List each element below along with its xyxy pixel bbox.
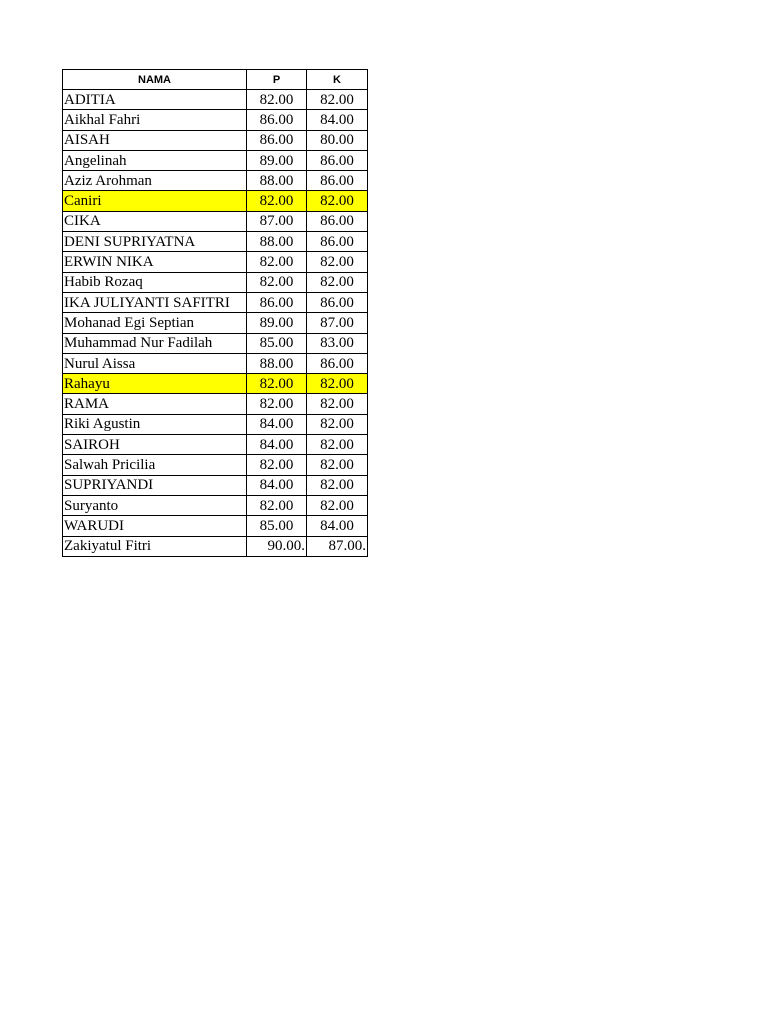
cell-k[interactable]: 82.00: [307, 374, 368, 394]
cell-k[interactable]: 86.00: [307, 211, 368, 231]
header-row: [63, 70, 368, 90]
score-table: [62, 69, 368, 557]
cell-nama[interactable]: Zakiyatul Fitri: [63, 536, 247, 556]
cell-nama[interactable]: Habib Rozaq: [63, 272, 247, 292]
cell-k[interactable]: 82.00: [307, 455, 368, 475]
table-row: [63, 516, 368, 536]
cell-nama[interactable]: ERWIN NIKA: [63, 252, 247, 272]
cell-p[interactable]: 86.00: [247, 110, 307, 130]
cell-k[interactable]: 87.00.: [307, 536, 368, 556]
cell-k[interactable]: 86.00: [307, 292, 368, 312]
cell-p[interactable]: 82.00: [247, 455, 307, 475]
cell-k[interactable]: 86.00: [307, 232, 368, 252]
cell-p[interactable]: 86.00: [247, 130, 307, 150]
cell-p[interactable]: 85.00: [247, 516, 307, 536]
table-row: [63, 232, 368, 252]
table-row: [63, 292, 368, 312]
cell-k[interactable]: 82.00: [307, 90, 368, 110]
cell-p[interactable]: 82.00: [247, 495, 307, 515]
cell-k[interactable]: 82.00: [307, 414, 368, 434]
table-row: [63, 313, 368, 333]
cell-p[interactable]: 84.00: [247, 475, 307, 495]
table-row: [63, 150, 368, 170]
cell-k[interactable]: 83.00: [307, 333, 368, 353]
table-row: [63, 211, 368, 231]
cell-k[interactable]: 82.00: [307, 394, 368, 414]
cell-nama[interactable]: Caniri: [63, 191, 247, 211]
cell-p[interactable]: 82.00: [247, 191, 307, 211]
table-row: [63, 495, 368, 515]
cell-p[interactable]: 90.00.: [247, 536, 307, 556]
cell-k[interactable]: 86.00: [307, 353, 368, 373]
cell-k[interactable]: 86.00: [307, 150, 368, 170]
cell-nama[interactable]: Angelinah: [63, 150, 247, 170]
cell-k[interactable]: 80.00: [307, 130, 368, 150]
cell-nama[interactable]: Salwah Pricilia: [63, 455, 247, 475]
table-row: [63, 333, 368, 353]
cell-p[interactable]: 82.00: [247, 90, 307, 110]
cell-nama[interactable]: Suryanto: [63, 495, 247, 515]
cell-k[interactable]: 86.00: [307, 171, 368, 191]
cell-nama[interactable]: SUPRIYANDI: [63, 475, 247, 495]
cell-k[interactable]: 84.00: [307, 110, 368, 130]
table-row: [63, 130, 368, 150]
cell-nama[interactable]: AISAH: [63, 130, 247, 150]
cell-k[interactable]: 82.00: [307, 435, 368, 455]
header-nama: NAMA: [63, 70, 247, 90]
table-row: [63, 171, 368, 191]
table-row: [63, 272, 368, 292]
cell-k[interactable]: 82.00: [307, 495, 368, 515]
cell-nama[interactable]: Rahayu: [63, 374, 247, 394]
cell-nama[interactable]: RAMA: [63, 394, 247, 414]
cell-nama[interactable]: CIKA: [63, 211, 247, 231]
cell-nama[interactable]: IKA JULIYANTI SAFITRI: [63, 292, 247, 312]
cell-p[interactable]: 86.00: [247, 292, 307, 312]
table-row: [63, 435, 368, 455]
table-row: [63, 414, 368, 434]
table-row: [63, 455, 368, 475]
table-body: [63, 90, 368, 557]
cell-nama[interactable]: ADITIA: [63, 90, 247, 110]
cell-k[interactable]: 82.00: [307, 272, 368, 292]
cell-nama[interactable]: Aikhal Fahri: [63, 110, 247, 130]
cell-nama[interactable]: DENI SUPRIYATNA: [63, 232, 247, 252]
table-row: [63, 90, 368, 110]
cell-k[interactable]: 82.00: [307, 252, 368, 272]
table-row: [63, 374, 368, 394]
cell-p[interactable]: 82.00: [247, 374, 307, 394]
table-row: [63, 353, 368, 373]
table-row: [63, 475, 368, 495]
cell-p[interactable]: 85.00: [247, 333, 307, 353]
cell-k[interactable]: 82.00: [307, 475, 368, 495]
cell-p[interactable]: 89.00: [247, 313, 307, 333]
cell-p[interactable]: 89.00: [247, 150, 307, 170]
table-row: [63, 394, 368, 414]
cell-p[interactable]: 88.00: [247, 232, 307, 252]
cell-k[interactable]: 84.00: [307, 516, 368, 536]
table-row: [63, 252, 368, 272]
cell-p[interactable]: 88.00: [247, 171, 307, 191]
cell-nama[interactable]: Muhammad Nur Fadilah: [63, 333, 247, 353]
cell-p[interactable]: 82.00: [247, 252, 307, 272]
cell-k[interactable]: 82.00: [307, 191, 368, 211]
cell-p[interactable]: 84.00: [247, 435, 307, 455]
table-row: [63, 536, 368, 556]
cell-nama[interactable]: Riki Agustin: [63, 414, 247, 434]
header-k: K: [307, 70, 368, 90]
cell-nama[interactable]: Nurul Aissa: [63, 353, 247, 373]
table-row: [63, 191, 368, 211]
cell-nama[interactable]: Mohanad Egi Septian: [63, 313, 247, 333]
cell-p[interactable]: 82.00: [247, 272, 307, 292]
cell-nama[interactable]: SAIROH: [63, 435, 247, 455]
cell-nama[interactable]: WARUDI: [63, 516, 247, 536]
table-row: [63, 110, 368, 130]
cell-p[interactable]: 87.00: [247, 211, 307, 231]
cell-p[interactable]: 88.00: [247, 353, 307, 373]
cell-k[interactable]: 87.00: [307, 313, 368, 333]
header-p: P: [247, 70, 307, 90]
cell-nama[interactable]: Aziz Arohman: [63, 171, 247, 191]
cell-p[interactable]: 82.00: [247, 394, 307, 414]
cell-p[interactable]: 84.00: [247, 414, 307, 434]
